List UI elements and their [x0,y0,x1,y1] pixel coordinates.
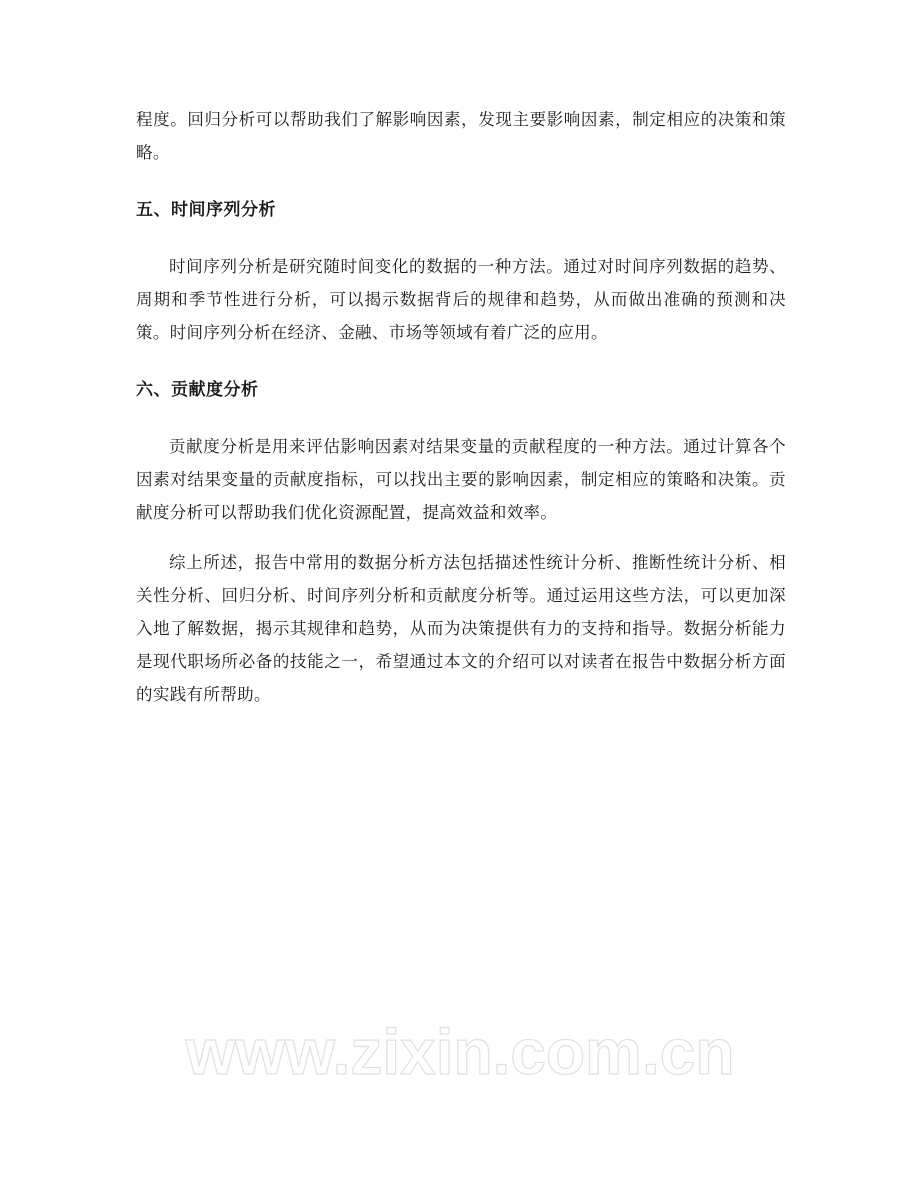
watermark-logo [185,1012,735,1102]
section-heading-contribution: 六、贡献度分析 [136,380,259,400]
section-body-time-series: 时间序列分析是研究随时间变化的数据的一种方法。通过对时间序列数据的趋势、周期和季节性进行分析，可以揭示数据背后的规律和趋势，从而做出准确的预测和决策。时间序列分析在经济、金融、市场等领域有着广泛的应用。 [136,257,786,342]
section-heading-time-series: 五、时间序列分析 [136,200,276,220]
intro-paragraph: 程度。回归分析可以帮助我们了解影响因素，发现主要影响因素，制定相应的决策和策略。 [136,110,786,162]
section-body-contribution: 贡献度分析是用来评估影响因素对结果变量的贡献程度的一种方法。通过计算各个因素对结果变量的贡献度指标，可以找出主要的影响因素，制定相应的策略和决策。贡献度分析可以帮助我们优化资源配置，提高效益和效率。 [136,437,786,522]
document-body [136,103,786,711]
svg-text:www.zixin.com.cn: www.zixin.com.cn [185,1016,735,1088]
watermark [0,1012,920,1102]
conclusion-paragraph: 综上所述，报告中常用的数据分析方法包括描述性统计分析、推断性统计分析、相关性分析、回归分析、时间序列分析和贡献度分析等。通过运用这些方法，可以更加深入地了解数据，揭示其规律和趋势，从而为决策提供有力的支持和指导。数据分析能力是现代职场所必备的技能之一，希望通过本文的介绍可以对读者在报告中数据分析方面的实践有所帮助。 [136,553,786,704]
